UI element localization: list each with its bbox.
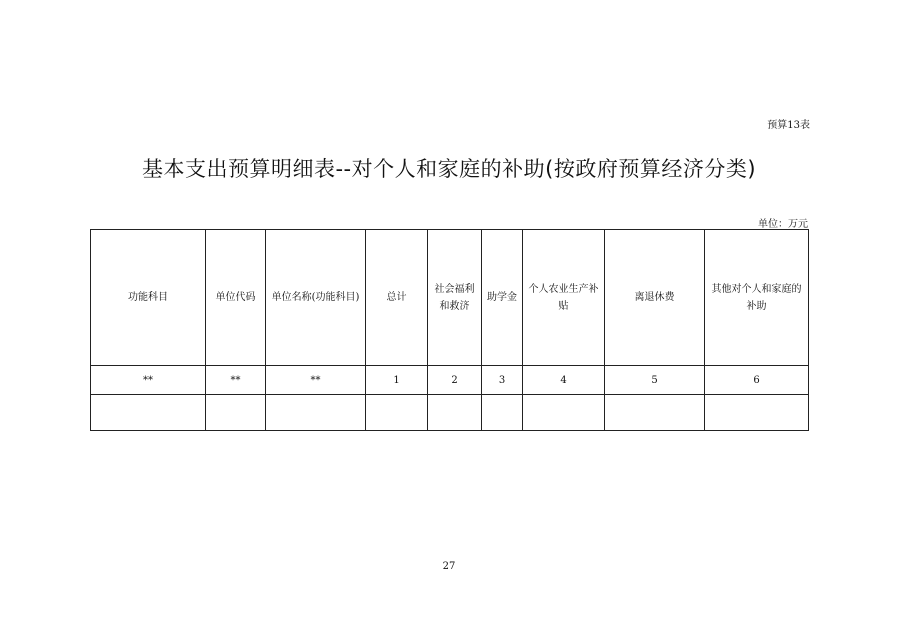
page-number: 27	[442, 561, 456, 572]
code-cell: 1	[366, 366, 428, 395]
budget-table	[90, 229, 809, 431]
code-cell: 3	[482, 366, 523, 395]
header-row	[91, 230, 809, 366]
table-cell	[91, 395, 206, 431]
column-header: 离退休费	[605, 230, 705, 366]
table-cell	[206, 395, 266, 431]
table-row	[91, 395, 809, 431]
column-header: 单位名称(功能科目)	[266, 230, 366, 366]
column-header: 总计	[366, 230, 428, 366]
column-header: 其他对个人和家庭的补助	[705, 230, 809, 366]
table-cell	[705, 395, 809, 431]
column-header: 个人农业生产补贴	[523, 230, 605, 366]
code-cell: **	[91, 366, 206, 395]
code-cell: 2	[428, 366, 482, 395]
table-cell	[523, 395, 605, 431]
page-title: 基本支出预算明细表--对个人和家庭的补助(按政府预算经济分类)	[141, 157, 757, 181]
form-id: 预算13表	[767, 120, 810, 131]
column-header: 单位代码	[206, 230, 266, 366]
code-cell: 6	[705, 366, 809, 395]
table-cell	[366, 395, 428, 431]
table-cell	[482, 395, 523, 431]
code-row	[91, 366, 809, 395]
code-cell: 5	[605, 366, 705, 395]
table-cell	[428, 395, 482, 431]
code-cell: 4	[523, 366, 605, 395]
table-cell	[605, 395, 705, 431]
table-cell	[266, 395, 366, 431]
code-cell: **	[266, 366, 366, 395]
code-cell: **	[206, 366, 266, 395]
column-header: 社会福利和救济	[428, 230, 482, 366]
column-header: 功能科目	[91, 230, 206, 366]
column-header: 助学金	[482, 230, 523, 366]
unit-label: 单位：万元	[758, 219, 808, 230]
